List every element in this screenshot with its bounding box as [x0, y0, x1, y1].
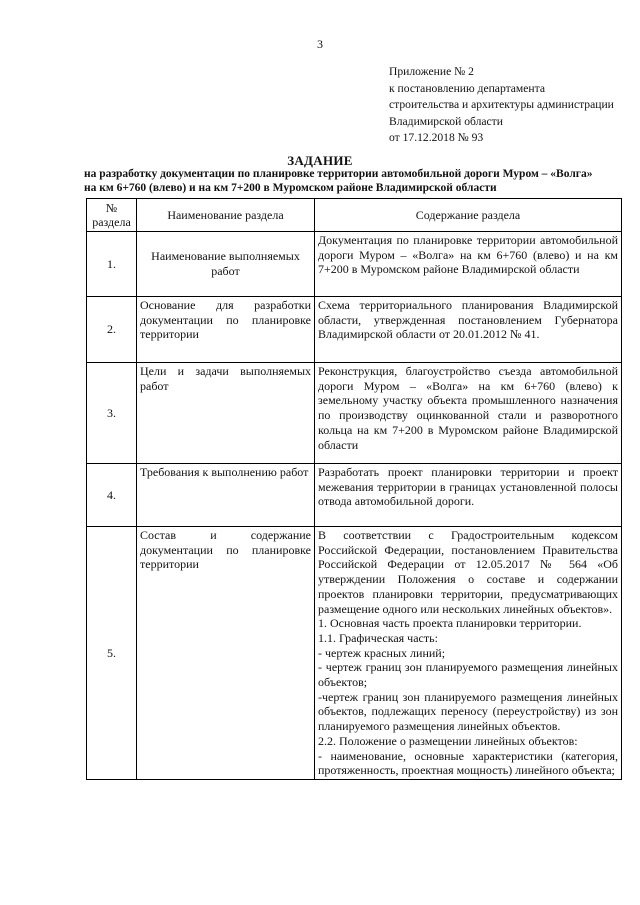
table-row — [87, 363, 622, 464]
row-content: Реконструкция, благоустройство съезда автомобильной дороги Муром – «Волга» на км 6+760 (влево) к земельному участку объекта промышленного назначения по производству оцинкованной стали и разворотного кольца на км 7+200 в Муромском районе Владимирской области — [315, 363, 622, 464]
content-paragraph: 1. Основная часть проекта планировки территории. — [318, 616, 582, 631]
content-paragraph: - чертеж красных линий; — [318, 645, 446, 660]
table-row — [87, 297, 622, 363]
subtitle-line: на км 6+760 (влево) и на км 7+200 в Муромском районе Владимирской области — [84, 181, 497, 194]
row-name: Основание для разработки документации по планировке территории — [137, 297, 315, 363]
row-number: 2. — [87, 297, 137, 363]
content-paragraph: -чертеж границ зон планируемого размещения линейных объектов, подлежащих переносу (переустройству) из зон планируемого размещения линейных объектов. — [318, 689, 618, 734]
task-table — [86, 198, 622, 780]
row-content: Схема территориального планирования Владимирской области, утвержденная постановлением Губернатора Владимирской области от 20.01.2012 № 41. — [315, 297, 622, 363]
content-paragraph: - чертеж границ зон планируемого размещения линейных объектов; — [318, 660, 618, 690]
row-number: 3. — [87, 363, 137, 464]
row-content: Документация по планировке территории автомобильной дороги Муром – «Волга» на км 6+760 (влево) и на км 7+200 в Муромском районе Владимирской области — [315, 232, 622, 297]
row-name: Наименование выполняемых работ — [137, 232, 315, 297]
row-number: 5. — [87, 527, 137, 780]
content-paragraph: В соответствии с Градостроительным кодексом Российской Федерации, постановлением Правительства Российской Федерации от 12.05.2017 № 564 «Об утверждении Положения о составе и содержании проектов планировки территории, предусматривающих размещение одного или нескольких линейных объектов». — [318, 528, 618, 616]
content-paragraph: 2.2. Положение о размещении линейных объектов: — [318, 733, 578, 748]
appendix-line: Владимирской области — [389, 114, 503, 128]
document-title: ЗАДАНИЕ — [287, 153, 353, 168]
row-number: 4. — [87, 464, 137, 527]
header-cell-number: № раздела — [87, 199, 137, 232]
table-row — [87, 464, 622, 527]
table-header-row — [87, 199, 622, 232]
appendix-line: от 17.12.2018 № 93 — [389, 131, 484, 145]
row-name: Требования к выполнению работ — [137, 464, 315, 527]
content-paragraph: - наименование, основные характеристики (категория, протяженность, проектная мощность) линейного объекта; — [318, 748, 618, 778]
subtitle-line: на разработку документации по планировке территории автомобильной дороги Муром – «Волга» — [84, 168, 593, 180]
row-name: Состав и содержание документации по планировке территории — [137, 527, 315, 780]
row-content — [315, 527, 622, 780]
appendix-line: Приложение № 2 — [389, 65, 474, 78]
row-content: Разработать проект планировки территории и проект межевания территории в границах установленной полосы отвода автомобильной дороги. — [315, 464, 622, 527]
table-row — [87, 527, 622, 780]
appendix-line: к постановлению департамента — [389, 81, 545, 95]
appendix-block — [389, 64, 614, 147]
row-name: Цели и задачи выполняемых работ — [137, 363, 315, 464]
header-cell-content: Содержание раздела — [315, 199, 622, 232]
row-number: 1. — [87, 232, 137, 297]
document-subtitle — [84, 168, 624, 195]
content-paragraph: 1.1. Графическая часть: — [318, 630, 438, 645]
page-number: 3 — [317, 37, 323, 51]
appendix-line: строительства и архитектуры администрации — [389, 98, 614, 112]
table-row — [87, 232, 622, 297]
header-cell-name: Наименование раздела — [137, 199, 315, 232]
